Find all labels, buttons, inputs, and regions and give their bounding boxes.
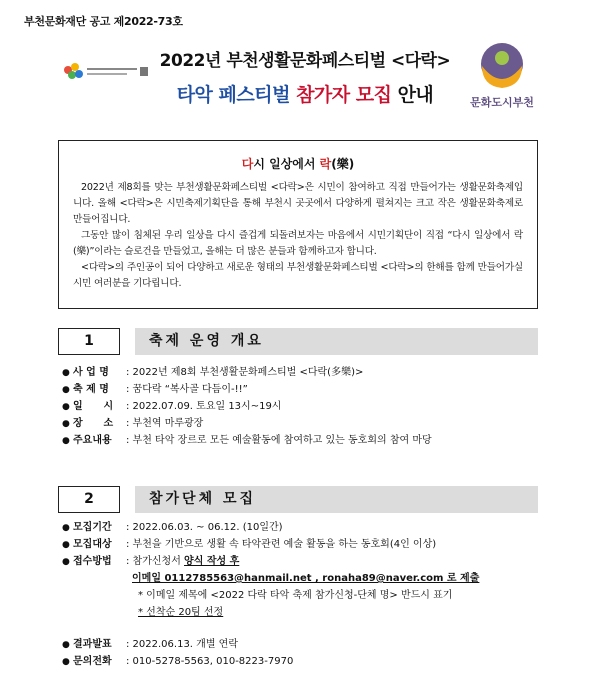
section1-title: 축제 운영 개요 <box>135 328 538 355</box>
intro-paragraph-3: <다락>의 주인공이 되어 다양하고 새로운 형태의 부천생활문화페스티벌 <다락>의 한해를 함께 만들어가실 시민 여러분을 기다립니다. <box>73 262 523 289</box>
item-value: : 꿈다락 “복사골 다듬이-!!” <box>126 384 248 395</box>
list-item <box>62 398 542 415</box>
item-label: 문의전화 <box>73 656 112 667</box>
item-label: 일 시 <box>73 401 114 412</box>
item-label: 주요내용 <box>73 435 112 446</box>
bullet-icon: ● <box>62 368 70 378</box>
item-value: : 2022.06.13. 개별 연락 <box>126 639 238 650</box>
intro-title-d: (樂) <box>331 157 355 171</box>
intro-paragraph-2: 그동안 많이 침체된 우리 일상을 다시 즐겁게 되돌려보자는 마음에서 시민기획단이 직접 “다시 일상에서 락(樂)”이라는 슬로건을 만들었고, 올해는 더 많은 분들과 함께하고자 합니다. <box>73 230 523 257</box>
list-item <box>62 364 542 381</box>
culture-city-logo-text: 문화도시부천 <box>470 96 534 109</box>
list-item <box>62 536 542 553</box>
foundation-logo-icon <box>60 58 150 88</box>
item-value: : 2022.06.03. ~ 06.12. (10일간) <box>126 522 283 533</box>
item-label: 축 제 명 <box>73 384 109 395</box>
bullet-icon: ● <box>62 523 70 533</box>
intro-title-a: 다 <box>241 157 254 171</box>
section2-number: 2 <box>58 486 120 513</box>
bullet-icon: ● <box>62 419 70 429</box>
bullet-icon: ● <box>62 640 70 650</box>
intro-paragraph-1: 2022년 제8회를 맞는 부천생활문화페스티벌 <다락>은 시민이 참여하고 직접 만들어가는 생활문화축제입니다. 올해 <다락>은 시민축제기획단을 통해 부천시 곳곳에서 다양하게 펼쳐지는 크고 작은 생활문화축제로 만들어집니다. <box>73 182 523 225</box>
item-label: 장 소 <box>73 418 114 429</box>
list-item <box>62 519 542 536</box>
page-subtitle <box>150 80 460 107</box>
section1-number: 1 <box>58 328 120 355</box>
item-value: : 2022년 제8회 부천생활문화페스티벌 <다락(多樂)> <box>126 367 364 378</box>
bullet-icon: ● <box>62 557 70 567</box>
page-title: 2022년 부천생활문화페스티벌 <다락> <box>159 51 451 71</box>
item-value: : 부천을 기반으로 생활 속 타악관련 예술 활동을 하는 동호회(4인 이상) <box>126 539 437 550</box>
item-label: 결과발표 <box>73 639 112 650</box>
item-label: 사 업 명 <box>73 367 109 378</box>
list-item <box>62 432 542 449</box>
note-selection: * 선착순 20팀 선정 <box>138 607 224 618</box>
item-value: : 부천역 마루광장 <box>126 418 204 429</box>
list-item <box>62 636 542 653</box>
bullet-icon: ● <box>62 540 70 550</box>
section2-header <box>58 486 538 513</box>
bullet-icon: ● <box>62 436 70 446</box>
list-item <box>62 415 542 432</box>
culture-city-logo-icon <box>462 40 542 112</box>
section1-list <box>62 364 542 449</box>
subtitle-part2: 참가자 모집 <box>296 84 392 106</box>
email-line: 이메일 0112785563@hanmail.net , ronaha89@naver.com 로 제출 <box>132 573 480 584</box>
list-item <box>62 381 542 398</box>
item-value: : 010-5278-5563, 010-8223-7970 <box>126 656 294 667</box>
intro-title-b: 시 일상에서 <box>253 157 320 171</box>
section2-list <box>62 519 542 670</box>
item-label: 모집기간 <box>73 522 112 533</box>
intro-title-c: 락 <box>319 157 332 171</box>
item-label: 접수방법 <box>73 556 112 567</box>
bullet-icon: ● <box>62 385 70 395</box>
item-value-bold: 양식 작성 후 <box>184 556 240 567</box>
item-label: 모집대상 <box>73 539 112 550</box>
subtitle-part1: 타악 페스티벌 <box>176 84 297 106</box>
subtitle-part3: 안내 <box>391 84 434 106</box>
note-email-title: * 이메일 제목에 <2022 다락 타악 축제 참가신청-단체 명> 반드시 표기 <box>138 590 453 601</box>
section1-header <box>58 328 538 355</box>
intro-box <box>58 140 538 309</box>
intro-title <box>73 155 523 172</box>
notice-number: 부천문화재단 공고 제2022-73호 <box>24 15 183 28</box>
bullet-icon: ● <box>62 402 70 412</box>
section2-title: 참가단체 모집 <box>135 486 538 513</box>
list-item <box>62 553 542 570</box>
item-value: : 2022.07.09. 토요일 13시~19시 <box>126 401 282 412</box>
bullet-icon: ● <box>62 657 70 667</box>
item-value: : 참가신청서 <box>126 556 185 567</box>
list-item <box>62 653 542 670</box>
item-value: : 부천 타악 장르로 모든 예술활동에 참여하고 있는 동호회의 참여 마당 <box>126 435 432 446</box>
